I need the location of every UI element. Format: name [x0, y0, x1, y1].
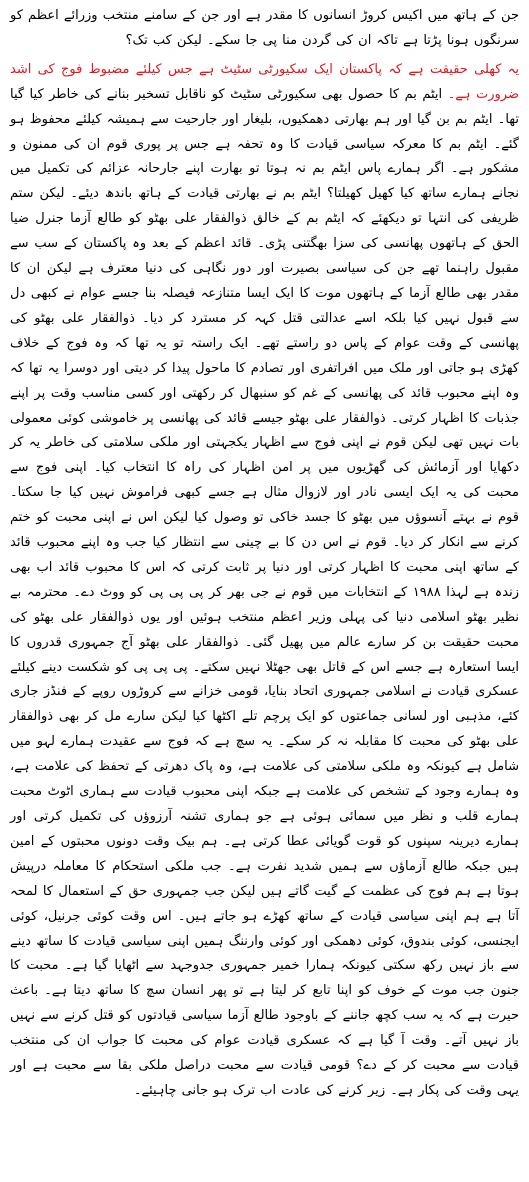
article-paragraph-intro	[10, 4, 519, 54]
paragraph-main-text: ایٹم بم کا حصول بھی سکیورٹی سٹیٹ کو ناقابل تسخیر بنانے کی خاطر کیا گیا تھا۔ ایٹم بم بن گیا اور ہم بھارتی دھمکیوں، بلیغار اور جارحیت سے ہمیشہ کیلئے محفوظ ہو گئے۔ ایٹم بم کا معرکہ سیاسی قیادت کا وہ تحفہ ہے جس پر پوری قوم ان کی ممنون و مشکور ہے۔ اگر ہمارے پاس ایٹم بم نہ ہوتا تو بھارت اپنے جارحانہ عزائم کی تکمیل میں نجانے ہمارے ساتھ کیا کھیل کھیلتا؟ ایٹم بم نے بھارتی قیادت کے ہاتھ باندھ دیئے۔ لیکن ستم ظریفی کی انتہا تو دیکھئے کہ ایٹم بم کے خالق ذوالفقار علی بھٹو کو طالع آزما جنرل ضیا الحق کے ہاتھوں پھانسی کی سزا بھگتنی پڑی۔ قائد اعظم کے بعد وہ پاکستان کے سب سے مقبول راہنما تھے جن کی سیاسی بصیرت اور دور نگاہی کی دنیا معترف ہے لیکن ان کا مقدر بھی طالع آزما کے ہاتھوں موت کا ایک ایسا متنازعہ فیصلہ بنا جسے عوام نے کبھی دل سے قبول نہیں کیا بلکہ اسے عدالتی قتل کہہ کر مسترد کر دیا۔ ذوالفقار علی بھٹو کی پھانسی کے وقت عوام کے پاس دو راستے تھے۔ ایک راستہ تو یہ تھا کہ وہ فوج کے خلاف کھڑی ہو جاتی اور ملک میں افراتفری اور تصادم کا ماحول پیدا کر دیتی اور دوسرا یہ تھا کہ وہ اپنے محبوب قائد کی پھانسی کے غم کو سنبھال کر رکھتی اور کسی مناسب وقت پر اپنے جذبات کا اظہار کرتی۔ ذوالفقار علی بھٹو جیسے قائد کی پھانسی پر خاموشی کوئی معمولی بات نہیں تھی لیکن قوم نے اپنی فوج سے اظہار یکجہتی اور ملکی سلامتی کی خاطر یہ کر دکھایا اور آزمائش کی گھڑیوں میں پر امن اظہار کی راہ کا انتخاب کیا۔ اپنی فوج سے محبت کی یہ ایک ایسی نادر اور لازوال مثال ہے جسے کبھی فراموش نہیں کیا جا سکتا۔ قوم نے بہتے آنسوؤں میں بھٹو کا جسد خاکی تو وصول کیا لیکن اس نے اپنی محبت کو ختم کرنے سے انکار کر دیا۔ قوم نے اس دن کا بے چینی سے انتظار کیا جب وہ اپنے محبوب قائد کے ساتھ اپنی محبت کا اظہار کرتی اور دنیا پر ثابت کرتی کہ اس کا محبوب قائد اب بھی زندہ ہے لہذا ۱۹۸۸ کے انتخابات میں قوم نے جی بھر کر پی پی پی کو ووٹ دے۔ محترمہ بے نظیر بھٹو اسلامی دنیا کی پہلی وزیر اعظم منتخب ہوئیں اور یوں ذوالفقار علی بھٹو کی محبت حقیقت بن کر سارے عالم میں پھیل گئی۔ ذوالفقار علی بھٹو آج جمہوری قدروں کا ایسا استعارہ ہے جسے اس کے قاتل بھی جھٹلا نہیں سکتے۔ پی پی پی کو شکست دینے کیلئے عسکری قیادت نے اسلامی جمہوری اتحاد بنایا، قومی خزانے سے کروڑوں روپے کے فنڈز جاری کئے، مذہبی اور لسانی جماعتوں کو ایک پرچم تلے اکٹھا کیا لیکن سارے مل کر بھی ذوالفقار علی بھٹو کی محبت کا مقابلہ نہ کر سکے۔ یہ سچ ہے کہ فوج سے عقیدت ہمارے لہو میں شامل ہے کیونکہ وہ ملکی سلامتی کی علامت ہے، وہ پاک دھرتی کے تحفظ کی علامت ہے، وہ ہمارے وجود کے تشخص کی علامت ہے جبکہ اپنی محبوب قیادت سے ہماری اٹوٹ محبت ہمارے قلب و نظر میں سمائی ہوئی ہے جو ہماری تشنہ آرزوؤں کی تکمیل کرتی اور ہمارے دیرینہ سپنوں کو قوت گویائی عطا کرتی ہے۔ ہم بیک وقت دونوں محبتوں کے امین ہیں جبکہ طالع آزماؤں سے ہمیں شدید نفرت ہے۔ جب ملکی استحکام کا معاملہ درپیش ہوتا ہے ہم فوج کی عظمت کے گیت گاتے ہیں لیکن جب جمہوری حق کے استعمال کا لمحہ آتا ہے ہم اپنی سیاسی قیادت کے ساتھ کھڑے ہو جاتے ہیں۔ اس وقت کوئی جرنیل، کوئی ایجنسی، کوئی بندوق، کوئی دھمکی اور کوئی وارننگ ہمیں اپنی سیاسی قیادت کا ساتھ دینے سے باز نہیں رکھ سکتی کیونکہ ہمارا خمیر جمہوری جدوجہد سے اٹھایا گیا ہے۔ محبت کا جنون جب موت کے خوف کو اپنا تابع کر لیتا ہے تو پھر انسان سچ کا ساتھ دیتا ہے۔ باعث حیرت ہے کہ یہ سب کچھ جاننے کے باوجود طالع آزما سیاسی قیادتوں کو قتل کرنے سے نہیں باز نہیں آتے۔ وقت آ گیا ہے کہ عسکری قیادت عوام کی محبت کا جواب ان کی منتخب قیادت سے محبت کر کے دے؟ قومی قیادت سے محبت دراصل ملکی بقا سے محبت ہے اور یہی وقت کی پکار ہے۔ زیر کرنے کی عادت اب ترک ہو جانی چاہیئے۔	[10, 86, 520, 1098]
article-paragraph-main	[10, 58, 519, 1104]
highlighted-statement: یہ کھلی حقیقت ہے کہ پاکستان ایک سکیورٹی سٹیٹ ہے جس کیلئے مضبوط فوج کی اشد ضرورت ہے۔	[10, 61, 519, 102]
paragraph-intro-text: جن کے ہاتھ میں اکیس کروڑ انسانوں کا مقدر ہے اور جن کے سامنے منتخب وزرائے اعظم کو سرنگوں ہونا پڑتا ہے تاکہ ان کی گردن منا پی جا سکے۔ لیکن کب تک؟	[10, 8, 519, 48]
urdu-article-column	[10, 4, 519, 1104]
